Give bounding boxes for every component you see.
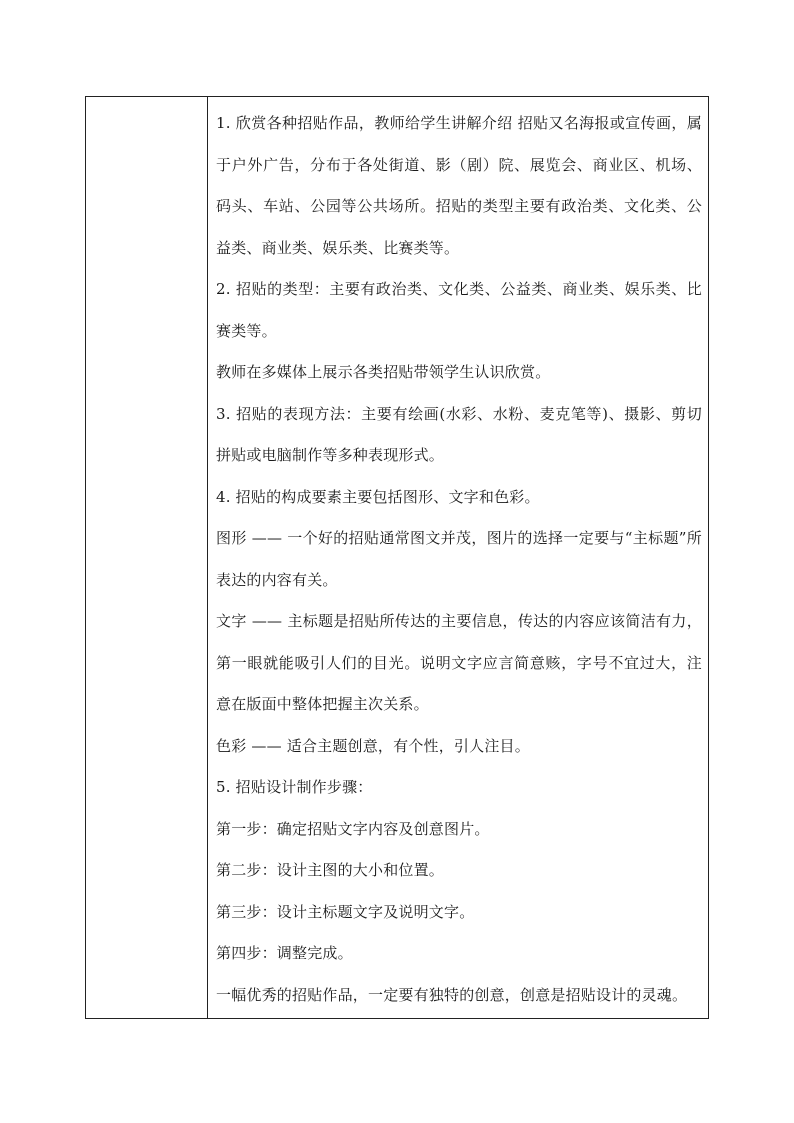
paragraph-elements: 4. 招贴的构成要素主要包括图形、文字和色彩。 [216,487,540,506]
paragraph-step-one: 第一步：确定招贴文字内容及创意图片。 [216,819,490,838]
left-column-cell [86,97,208,1018]
paragraph-conclusion: 一幅优秀的招贴作品，一定要有独特的创意，创意是招贴设计的灵魂。 [216,985,688,1004]
paragraph-text: 文字 —— 主标题是招贴所传达的主要信息，传达的内容应该简洁有力，第一眼就能吸引人们的目光。说明文字应言简意赅，字号不宜过大，注意在版面中整体把握主次关系。 [216,612,702,713]
paragraph-graphics: 图形 —— 一个好的招贴通常图文并茂，图片的选择一定要与“主标题”所表达的内容有关。 [216,529,702,589]
paragraph-methods: 3. 招贴的表现方法：主要有绘画(水彩、水粉、麦克笔等)、摄影、剪切拼贴或电脑制作等多种表现形式。 [216,404,702,464]
content-cell [208,97,708,1018]
paragraph-teacher-display: 教师在多媒体上展示各类招贴带领学生认识欣赏。 [216,363,551,381]
paragraph-color: 色彩 —— 适合主题创意，有个性，引人注目。 [216,736,530,755]
paragraph-step-four: 第四步：调整完成。 [216,944,353,962]
paragraph-steps-heading: 5. 招贴设计制作步骤： [216,778,373,796]
paragraph-step-three: 第三步：设计主标题文字及说明文字。 [216,902,475,921]
paragraph-types: 2. 招贴的类型：主要有政治类、文化类、公益类、商业类、娱乐类、比赛类等。 [216,280,702,340]
lesson-table [85,96,709,1019]
paragraph-appreciation: 1. 欣赏各种招贴作品，教师给学生讲解介绍 招贴又名海报或宣传画，属于户外广告，分布于各处街道、影（剧）院、展览会、商业区、机场、码头、车站、公园等公共场所。招贴的类型主要有政治类、文化类、公益类、商业类、娱乐类、比赛类等。 [216,114,702,257]
paragraph-step-two: 第二步：设计主图的大小和位置。 [216,861,445,879]
